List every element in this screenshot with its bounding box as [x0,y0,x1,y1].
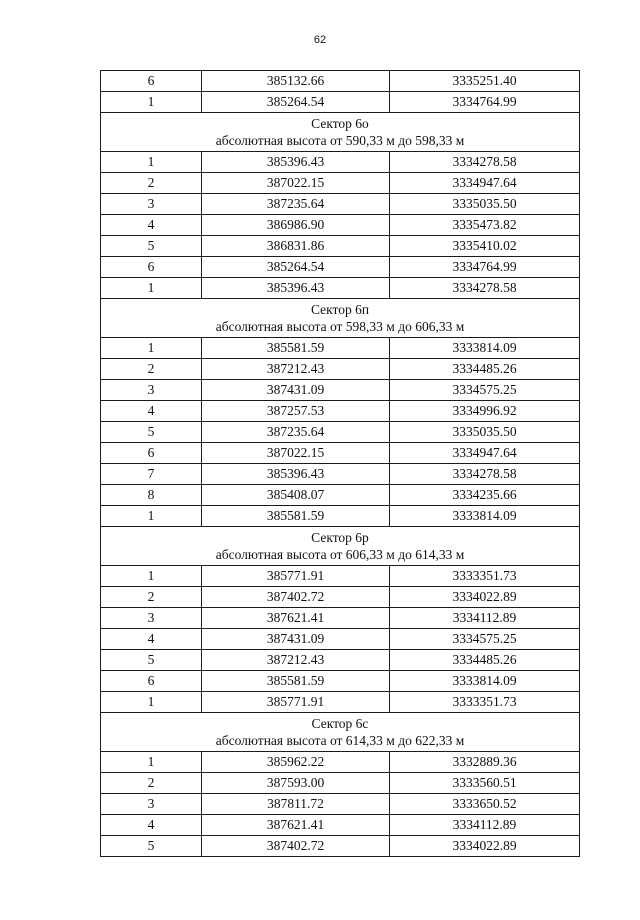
point-number-cell: 7 [101,464,202,485]
y-coordinate-cell: 3334996.92 [390,401,580,422]
x-coordinate-cell: 387402.72 [202,836,390,857]
table-row [101,215,580,236]
y-coordinate-cell: 3333814.09 [390,338,580,359]
y-coordinate-cell: 3334112.89 [390,608,580,629]
table-row [101,629,580,650]
table-row [101,836,580,857]
table-row [101,773,580,794]
sector-title: Сектор 6п [310,302,370,317]
x-coordinate-cell: 387212.43 [202,650,390,671]
point-number-cell: 1 [101,752,202,773]
table-row [101,671,580,692]
table-row [101,422,580,443]
y-coordinate-cell: 3334575.25 [390,380,580,401]
y-coordinate-cell: 3334278.58 [390,464,580,485]
point-number-cell: 1 [101,278,202,299]
x-coordinate-cell: 385581.59 [202,671,390,692]
point-number-cell: 3 [101,380,202,401]
y-coordinate-cell: 3333650.52 [390,794,580,815]
table-row [101,464,580,485]
table-row [101,236,580,257]
x-coordinate-cell: 385396.43 [202,278,390,299]
y-coordinate-cell: 3335035.50 [390,422,580,443]
y-coordinate-cell: 3335035.50 [390,194,580,215]
point-number-cell: 1 [101,506,202,527]
table-row [101,359,580,380]
y-coordinate-cell: 3335473.82 [390,215,580,236]
sector-title: Сектор 6р [311,530,369,545]
table-row [101,815,580,836]
table-row [101,401,580,422]
sector-altitude-range: абсолютная высота от 606,33 м до 614,33 м [215,547,465,562]
sector-header-cell [101,113,580,152]
x-coordinate-cell: 387621.41 [202,608,390,629]
y-coordinate-cell: 3334112.89 [390,815,580,836]
x-coordinate-cell: 387402.72 [202,587,390,608]
x-coordinate-cell: 385771.91 [202,692,390,713]
y-coordinate-cell: 3335410.02 [390,236,580,257]
table-row [101,608,580,629]
table-row [101,278,580,299]
x-coordinate-cell: 387621.41 [202,815,390,836]
sector-header-cell [101,299,580,338]
table-row [101,485,580,506]
x-coordinate-cell: 386986.90 [202,215,390,236]
table-row [101,566,580,587]
x-coordinate-cell: 386831.86 [202,236,390,257]
table-row [101,794,580,815]
y-coordinate-cell: 3333351.73 [390,566,580,587]
table-row [101,443,580,464]
sector-header-row [101,713,580,752]
point-number-cell: 2 [101,587,202,608]
x-coordinate-cell: 387235.64 [202,194,390,215]
point-number-cell: 8 [101,485,202,506]
x-coordinate-cell: 387431.09 [202,629,390,650]
table-row [101,692,580,713]
point-number-cell: 5 [101,836,202,857]
x-coordinate-cell: 385264.54 [202,92,390,113]
table-row [101,92,580,113]
point-number-cell: 3 [101,194,202,215]
y-coordinate-cell: 3333814.09 [390,506,580,527]
sector-header-row [101,113,580,152]
point-number-cell: 5 [101,422,202,443]
table-row [101,173,580,194]
table-row [101,650,580,671]
y-coordinate-cell: 3333814.09 [390,671,580,692]
point-number-cell: 5 [101,650,202,671]
table-row [101,506,580,527]
y-coordinate-cell: 3334764.99 [390,92,580,113]
point-number-cell: 6 [101,443,202,464]
point-number-cell: 1 [101,338,202,359]
y-coordinate-cell: 3333560.51 [390,773,580,794]
point-number-cell: 6 [101,671,202,692]
x-coordinate-cell: 385396.43 [202,152,390,173]
point-number-cell: 4 [101,629,202,650]
coordinates-table-body [101,71,580,857]
y-coordinate-cell: 3335251.40 [390,71,580,92]
y-coordinate-cell: 3334022.89 [390,836,580,857]
table-row [101,257,580,278]
y-coordinate-cell: 3334575.25 [390,629,580,650]
point-number-cell: 1 [101,566,202,587]
point-number-cell: 6 [101,257,202,278]
point-number-cell: 1 [101,692,202,713]
y-coordinate-cell: 3334947.64 [390,173,580,194]
point-number-cell: 4 [101,815,202,836]
sector-title: Сектор 6с [311,716,369,731]
table-row [101,71,580,92]
x-coordinate-cell: 387022.15 [202,443,390,464]
point-number-cell: 2 [101,773,202,794]
x-coordinate-cell: 387431.09 [202,380,390,401]
y-coordinate-cell: 3334485.26 [390,359,580,380]
y-coordinate-cell: 3334764.99 [390,257,580,278]
x-coordinate-cell: 387022.15 [202,173,390,194]
sector-header-row [101,527,580,566]
x-coordinate-cell: 385408.07 [202,485,390,506]
point-number-cell: 1 [101,152,202,173]
x-coordinate-cell: 385962.22 [202,752,390,773]
point-number-cell: 4 [101,215,202,236]
table-row [101,152,580,173]
sector-altitude-range: абсолютная высота от 614,33 м до 622,33 м [215,733,465,748]
x-coordinate-cell: 385264.54 [202,257,390,278]
y-coordinate-cell: 3334485.26 [390,650,580,671]
point-number-cell: 2 [101,359,202,380]
x-coordinate-cell: 385581.59 [202,338,390,359]
x-coordinate-cell: 385581.59 [202,506,390,527]
sector-altitude-range: абсолютная высота от 598,33 м до 606,33 м [215,319,465,334]
sector-altitude-range: абсолютная высота от 590,33 м до 598,33 м [215,133,465,148]
sector-header-row [101,299,580,338]
sector-header-cell [101,713,580,752]
x-coordinate-cell: 387811.72 [202,794,390,815]
sector-header-cell [101,527,580,566]
x-coordinate-cell: 385771.91 [202,566,390,587]
point-number-cell: 3 [101,794,202,815]
table-row [101,587,580,608]
x-coordinate-cell: 385396.43 [202,464,390,485]
table-row [101,380,580,401]
y-coordinate-cell: 3334278.58 [390,152,580,173]
y-coordinate-cell: 3332889.36 [390,752,580,773]
x-coordinate-cell: 387235.64 [202,422,390,443]
x-coordinate-cell: 387593.00 [202,773,390,794]
point-number-cell: 3 [101,608,202,629]
y-coordinate-cell: 3334947.64 [390,443,580,464]
point-number-cell: 1 [101,92,202,113]
point-number-cell: 2 [101,173,202,194]
y-coordinate-cell: 3334278.58 [390,278,580,299]
x-coordinate-cell: 387257.53 [202,401,390,422]
x-coordinate-cell: 385132.66 [202,71,390,92]
point-number-cell: 6 [101,71,202,92]
x-coordinate-cell: 387212.43 [202,359,390,380]
y-coordinate-cell: 3334235.66 [390,485,580,506]
y-coordinate-cell: 3333351.73 [390,692,580,713]
sector-title: Сектор 6о [311,116,369,131]
point-number-cell: 4 [101,401,202,422]
y-coordinate-cell: 3334022.89 [390,587,580,608]
point-number-cell: 5 [101,236,202,257]
page-number: 62 [313,34,327,46]
coordinates-table [100,70,580,857]
table-row [101,338,580,359]
table-row [101,752,580,773]
table-row [101,194,580,215]
